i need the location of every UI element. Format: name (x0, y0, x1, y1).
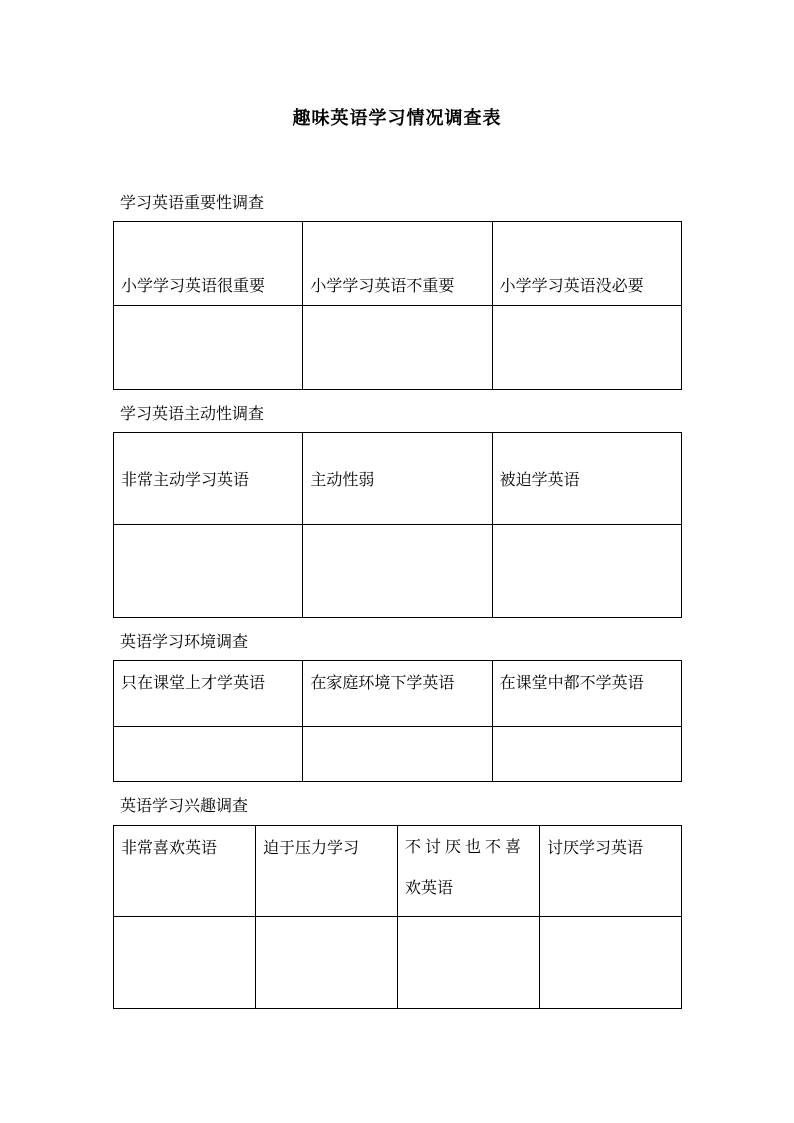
option-cell: 讨厌学习英语 (540, 826, 682, 917)
option-cell: 非常喜欢英语 (114, 826, 256, 917)
answer-cell[interactable] (114, 306, 303, 390)
answer-cell[interactable] (492, 525, 681, 618)
option-cell: 在课堂中都不学英语 (492, 661, 681, 727)
answer-cell[interactable] (114, 727, 303, 782)
option-cell: 小学学习英语不重要 (303, 222, 492, 306)
section-heading-interest: 英语学习兴趣调查 (120, 796, 249, 815)
answer-cell[interactable] (303, 525, 492, 618)
importance-table (113, 221, 682, 390)
option-cell: 在家庭环境下学英语 (303, 661, 492, 727)
option-line: 不讨厌也不喜 (405, 837, 526, 856)
answer-cell[interactable] (114, 525, 303, 618)
answer-cell[interactable] (492, 727, 681, 782)
answer-cell[interactable] (303, 306, 492, 390)
option-cell: 非常主动学习英语 (114, 433, 303, 525)
answer-cell[interactable] (492, 306, 681, 390)
answer-cell[interactable] (398, 917, 540, 1009)
environment-table (113, 660, 682, 782)
answer-cell[interactable] (303, 727, 492, 782)
option-cell: 主动性弱 (303, 433, 492, 525)
section-heading-environment: 英语学习环境调查 (120, 632, 249, 651)
option-cell (398, 826, 540, 917)
option-cell: 被迫学英语 (492, 433, 681, 525)
option-line: 欢英语 (405, 878, 454, 897)
option-cell: 只在课堂上才学英语 (114, 661, 303, 727)
answer-cell[interactable] (256, 917, 398, 1009)
option-cell: 小学学习英语没必要 (492, 222, 681, 306)
interest-table (113, 825, 682, 1009)
section-heading-importance: 学习英语重要性调查 (120, 193, 265, 212)
option-cell: 迫于压力学习 (256, 826, 398, 917)
section-heading-initiative: 学习英语主动性调查 (120, 404, 265, 423)
answer-cell[interactable] (540, 917, 682, 1009)
answer-cell[interactable] (114, 917, 256, 1009)
initiative-table (113, 432, 682, 618)
option-cell: 小学学习英语很重要 (114, 222, 303, 306)
page-title: 趣味英语学习情况调查表 (292, 108, 502, 129)
